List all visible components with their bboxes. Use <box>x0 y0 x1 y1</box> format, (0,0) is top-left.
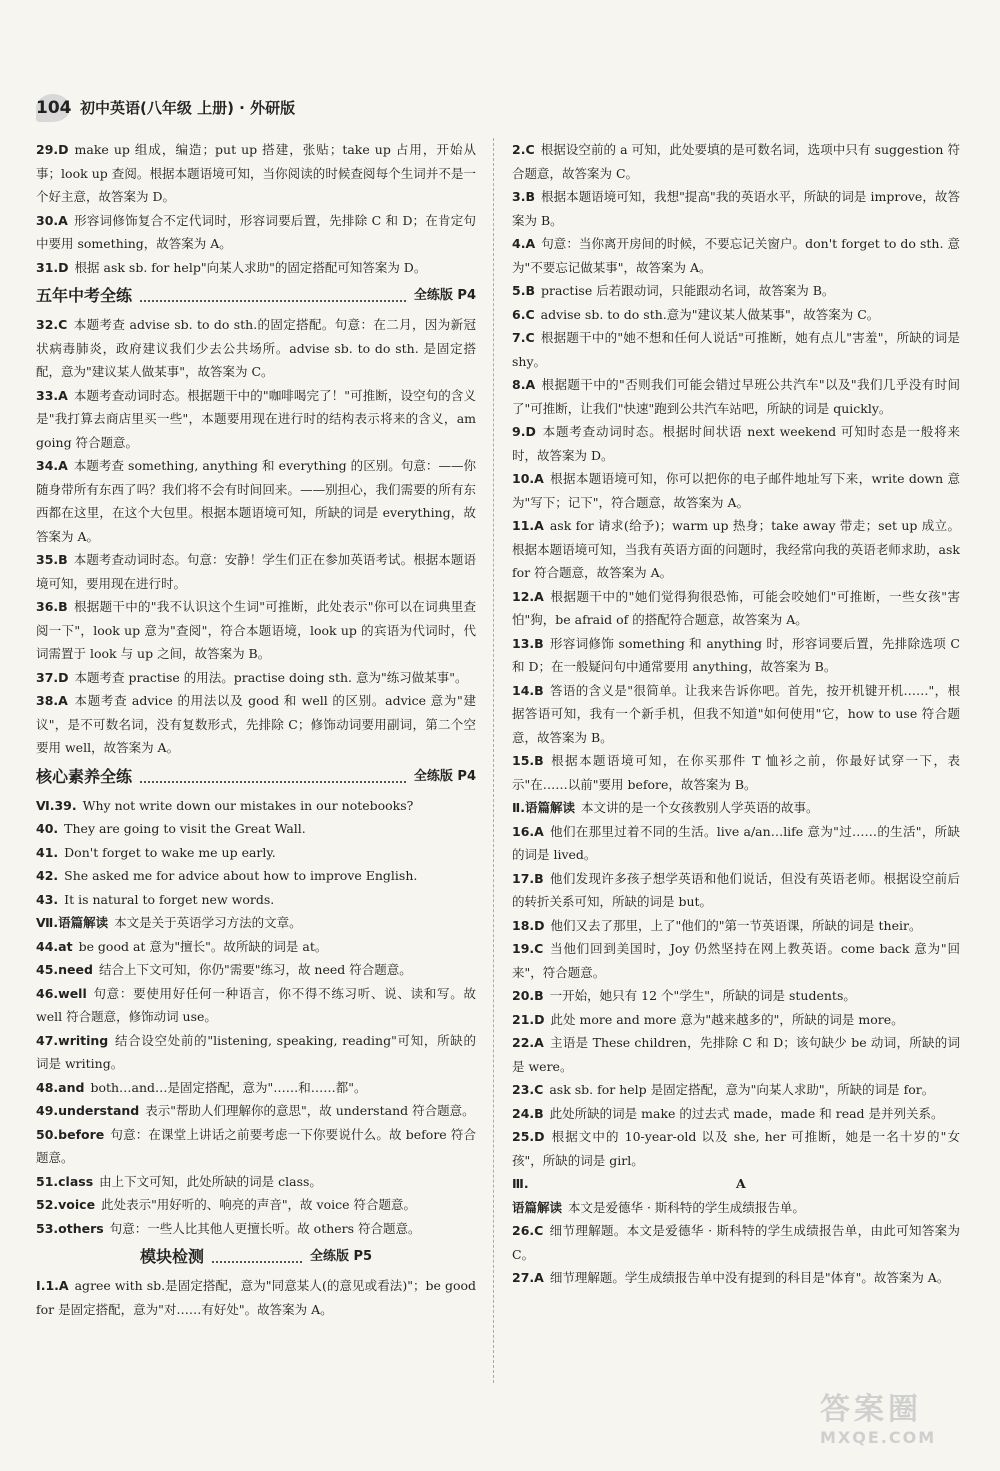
answer-item <box>512 420 960 467</box>
answer-item <box>512 679 960 750</box>
answer-number: 37.D <box>36 669 69 685</box>
answer-number: 6.C <box>512 306 535 322</box>
answer-item <box>512 1078 960 1102</box>
answer-item <box>36 313 476 384</box>
answer-item <box>36 1274 476 1321</box>
answer-item <box>512 1008 960 1032</box>
answer-explanation: 根据本题语境可知，我想"提高"我的英语水平，所缺的词是 improve，故答案为 B。 <box>512 189 960 228</box>
answer-number: 14.B <box>512 682 544 698</box>
section-page-ref: 全练版 P4 <box>413 288 476 304</box>
answer-explanation: 句意：一些人比其他人更擅长听。故 others 符合题意。 <box>109 1220 421 1236</box>
answer-number: 18.D <box>512 917 545 933</box>
answer-item <box>36 209 476 256</box>
answer-item <box>36 256 476 280</box>
answer-item <box>36 384 476 455</box>
watermark-line1: 答案圈 <box>820 1392 922 1427</box>
answer-number: 15.B <box>512 753 544 768</box>
answer-number: Ⅵ.39. <box>36 797 77 813</box>
answer-item <box>36 1123 476 1170</box>
section-heading <box>36 283 476 309</box>
dotted-leader <box>140 290 406 302</box>
answer-item <box>36 1193 476 1217</box>
answer-number: 45.need <box>36 962 93 977</box>
answer-number: 36.B <box>36 599 68 614</box>
answer-number: 21.D <box>512 1011 545 1027</box>
answer-explanation: 本题考查 advise sb. to do sth.的固定搭配。句意：在二月，因为新冠状病毒肺炎，政府建议我们少去公共场所。advise sb. to do sth. 是固定搭配，意为"建议某人做某事"，故答案为 C。 <box>36 317 476 379</box>
answer-explanation: 本文讲的是一个女孩教别人学英语的故事。 <box>580 800 819 815</box>
answer-item <box>512 232 960 279</box>
answer-explanation: 根据文中的 10-year-old 以及 she, her 可推断，她是一名十岁的"女孩"，所缺的词是 girl。 <box>512 1129 960 1168</box>
answer-explanation: 他们在那里过着不同的生活。live a/an…life 意为"过……的生活"，所缺的词是 lived。 <box>512 823 960 862</box>
answer-number: 12.A <box>512 588 544 604</box>
answer-item <box>36 958 476 982</box>
answer-explanation: 句意：要使用好任何一种语言，你不得不练习听、说、读和写。故 well 符合题意，修饰动词 use。 <box>36 985 476 1024</box>
part-number: Ⅲ. <box>512 1176 529 1191</box>
answer-item <box>36 595 476 666</box>
answer-item <box>512 138 960 185</box>
site-watermark <box>820 1392 980 1452</box>
answer-explanation: 根据 ask sb. for help"向某人求助"的固定搭配可知答案为 D。 <box>74 259 427 275</box>
answer-explanation: 根据设空前的 a 可知，此处要填的是可数名词，选项中只有 suggestion 符合题意，故答案为 C。 <box>512 142 960 181</box>
answer-item <box>512 185 960 232</box>
answer-number: 7.C <box>512 330 535 345</box>
answer-explanation: 句意：当你离开房间的时候，不要忘记关窗户。don't forget to do sth. 意为"不要忘记做某事"，故答案为 A。 <box>512 236 960 275</box>
section-page-ref: 全练版 P4 <box>413 768 476 784</box>
answer-explanation: 他们发现许多孩子想学英语和他们说话，但没有英语老师。根据设空前后的转折关系可知，所缺的词是 but。 <box>512 870 960 909</box>
answer-item <box>512 820 960 867</box>
section-heading <box>36 1244 476 1270</box>
answer-number: 35.B <box>36 552 68 567</box>
answer-explanation: 本文是关于英语学习方法的文章。 <box>114 915 302 930</box>
section-title: 核心素养全练 <box>36 766 133 786</box>
answer-number: 53.others <box>36 1220 104 1236</box>
answer-number: 17.B <box>512 870 544 886</box>
answer-number: 5.B <box>512 283 535 298</box>
section-page-ref: 全练版 P5 <box>309 1249 373 1265</box>
answer-item <box>36 548 476 595</box>
part-heading <box>512 1172 960 1196</box>
answer-explanation: 本题考查 practise 的用法。practise doing sth. 意为"练习做某事"。 <box>74 669 468 685</box>
answer-explanation: 根据本题语境可知，你可以把你的电子邮件地址写下来，write down 意为"写下；记下"，符合题意，故答案为 A。 <box>512 471 960 510</box>
answer-item <box>36 1099 476 1123</box>
answer-explanation: both…and…是固定搭配，意为"……和……都"。 <box>90 1079 367 1095</box>
answer-item <box>512 514 960 585</box>
answer-item <box>512 632 960 679</box>
answer-explanation: 结合设空处前的"listening, speaking, reading"可知，所缺的词是 writing。 <box>36 1032 476 1071</box>
answer-item <box>512 1196 960 1220</box>
answer-item <box>36 794 476 818</box>
book-title: 初中英语(八年级 上册) · 外研版 <box>80 99 296 117</box>
answer-number: 52.voice <box>36 1197 96 1212</box>
answer-number: 46.well <box>36 985 87 1001</box>
answer-item <box>512 914 960 938</box>
left-column <box>36 138 476 1321</box>
answer-item <box>512 1031 960 1078</box>
answer-explanation: 一开始，她只有 12 个"学生"，所缺的词是 students。 <box>549 988 856 1003</box>
answer-number: 40. <box>36 821 59 836</box>
answer-number: 33.A <box>36 387 68 403</box>
answer-explanation: 根据题干中的"她们觉得狗很恐怖，可能会咬她们"可推断，一些女孩"害怕"狗，be afraid of 的搭配符合题意，故答案为 A。 <box>512 588 960 627</box>
answer-explanation: 答语的含义是"很简单。让我来告诉你吧。首先，按开机键开机……"，根据答语可知，我有一个新手机，但我不知道"如何使用"它，how to use 符合题意，故答案为 B。 <box>512 682 960 745</box>
answer-explanation: 形容词修饰 something 和 anything 时，形容词要后置，先排除选项 C 和 D；在一般疑问句中通常要用 anything，故答案为 B。 <box>512 635 960 674</box>
answer-explanation: 本题考查 advice 的用法以及 good 和 well 的区别。advice 意为"建议"，是不可数名词，没有复数形式，先排除 C；修饰动词要用副词，第二个空要用 well，故答案为 A。 <box>36 693 476 755</box>
answer-item <box>512 303 960 327</box>
answer-number: 9.D <box>512 424 536 439</box>
answer-explanation: 细节理解题。学生成绩报告单中没有提到的科目是"体育"。故答案为 A。 <box>549 1270 950 1285</box>
answer-explanation: 根据题干中的"我不认识这个生词"可推断，此处表示"你可以在词典里查阅一下"，look up 意为"查阅"，符合本题语境，look up 的宾语为代词时，代词需置于 look 与 up 之间，故答案为 B。 <box>36 599 476 661</box>
answer-number: 16.A <box>512 823 544 839</box>
answer-item <box>512 867 960 914</box>
answer-number: 44.at <box>36 938 73 954</box>
answer-item <box>512 1266 960 1290</box>
answer-explanation: 根据题干中的"她不想和任何人说话"可推断，她有点儿"害羞"，所缺的词是 shy。 <box>512 330 960 369</box>
answer-explanation: 句意：在课堂上讲话之前要考虑一下你要说什么。故 before 符合题意。 <box>36 1126 476 1165</box>
answer-number: 31.D <box>36 259 69 275</box>
answer-explanation: 表示"帮助人们理解你的意思"，故 understand 符合题意。 <box>145 1103 475 1118</box>
answer-explanation: 根据本题语境可知，在你买那件 T 恤衫之前，你最好试穿一下，表示"在……以前"要用 before，故答案为 B。 <box>512 753 960 792</box>
answer-explanation: 此处所缺的词是 make 的过去式 made，made 和 read 是并列关系。 <box>549 1105 944 1121</box>
answer-item <box>36 1217 476 1241</box>
answer-explanation: 本文是爱德华 · 斯科特的学生成绩报告单。 <box>568 1199 805 1215</box>
answer-item <box>36 935 476 959</box>
answer-item <box>512 585 960 632</box>
answer-explanation: She asked me for advice about how to improve English. <box>64 868 418 883</box>
answer-number: 2.C <box>512 142 535 157</box>
answer-item <box>36 689 476 760</box>
answer-number: 38.A <box>36 693 68 708</box>
answer-number: Ⅰ.1.A <box>36 1278 69 1293</box>
answer-number: 26.C <box>512 1223 544 1238</box>
answer-number: 19.C <box>512 941 544 956</box>
answer-explanation: 本题考查动词时态。根据题干中的"咖啡喝完了！"可推断，设空句的含义是"我打算去商店里买一些"，本题要用现在进行时的结构表示将来的含义，am going 符合题意。 <box>36 387 476 450</box>
answer-number: 32.C <box>36 317 68 332</box>
answer-number: 10.A <box>512 471 544 486</box>
dotted-leader <box>212 1251 302 1263</box>
answer-item <box>512 326 960 373</box>
answer-item <box>512 279 960 303</box>
answer-number: 43. <box>36 891 59 907</box>
answer-explanation: 当他们回到美国时，Joy 仍然坚持在网上教英语。come back 意为"回来"，符合题意。 <box>512 941 960 980</box>
answer-number: 8.A <box>512 377 536 392</box>
answer-item <box>36 888 476 912</box>
answer-explanation: 由上下文可知，此处所缺的词是 class。 <box>99 1173 322 1189</box>
answer-explanation: agree with sb.是固定搭配，意为"同意某人(的意见或看法)"；be good for 是固定搭配，意为"对……有好处"。故答案为 A。 <box>36 1278 476 1317</box>
answer-number: 25.D <box>512 1129 545 1144</box>
answer-number: Ⅱ.语篇解读 <box>512 800 575 815</box>
page-header <box>36 92 966 126</box>
answer-explanation: 他们又去了那里，上了"他们的"第一节英语课，所缺的词是 their。 <box>550 917 922 933</box>
answer-number: 34.A <box>36 458 68 473</box>
answer-number: 13.B <box>512 635 544 651</box>
answer-number: 29.D <box>36 142 69 157</box>
answer-explanation: Why not write down our mistakes in our notebooks? <box>82 797 414 813</box>
answer-item <box>36 817 476 841</box>
answer-explanation: 此处表示"用好听的、响亮的声音"，故 voice 符合题意。 <box>101 1197 416 1212</box>
answer-explanation: advise sb. to do sth.意为"建议某人做某事"，故答案为 C。 <box>540 306 880 322</box>
answer-number: 23.C <box>512 1082 544 1097</box>
answer-item <box>36 666 476 690</box>
answer-item <box>36 1076 476 1100</box>
answer-explanation: 根据题干中的"否则我们可能会错过早班公共汽车"以及"我们几乎没有时间了"可推断，让我们"快速"跑到公共汽车站吧，所缺的词是 quickly。 <box>512 377 960 416</box>
answer-explanation: make up 组成，编造；put up 搭建，张贴；take up 占用，开始从事；look up 查阅。根据本题语境可知，当你阅读的时候查阅每个生词并不是一个好主意，故答案为 D。 <box>36 142 476 204</box>
answer-item <box>512 749 960 796</box>
answer-item <box>36 911 476 935</box>
answer-item <box>36 841 476 865</box>
answer-explanation: be good at 意为"擅长"。故所缺的词是 at。 <box>78 938 328 954</box>
answer-explanation: ask for 请求(给予)；warm up 热身；take away 带走；set up 成立。根据本题语境可知，当我有英语方面的问题时，我经常向我的英语老师求助，ask for 符合题意，故答案为 A。 <box>512 518 960 580</box>
answer-item <box>512 373 960 420</box>
answer-number: 30.A <box>36 212 68 228</box>
section-title: 模块检测 <box>139 1247 204 1267</box>
answer-item <box>512 467 960 514</box>
section-heading <box>36 764 476 790</box>
answer-number: 语篇解读 <box>512 1199 563 1215</box>
page-number: 104 <box>36 94 70 122</box>
answer-item <box>512 796 960 820</box>
answer-number: 20.B <box>512 988 544 1003</box>
answer-number: 49.understand <box>36 1103 140 1118</box>
answer-number: 48.and <box>36 1079 85 1095</box>
answer-explanation: 细节理解题。本文是爱德华 · 斯科特的学生成绩报告单，由此可知答案为 C。 <box>512 1223 960 1262</box>
answer-number: 11.A <box>512 518 544 533</box>
answer-item <box>512 937 960 984</box>
answer-explanation: 形容词修饰复合不定代词时，形容词要后置，先排除 C 和 D；在肯定句中要用 something，故答案为 A。 <box>36 212 476 251</box>
answer-number: 27.A <box>512 1270 544 1285</box>
answer-item <box>36 864 476 888</box>
answer-number: 41. <box>36 844 59 860</box>
answer-explanation: 本题考查动词时态。句意：安静！学生们正在参加英语考试。根据本题语境可知，要用现在进行时。 <box>36 552 476 591</box>
answer-number: 47.writing <box>36 1032 109 1048</box>
answer-explanation: 此处 more and more 意为"越来越多的"，所缺的词是 more。 <box>550 1011 904 1027</box>
answer-item <box>36 1029 476 1076</box>
answer-number: 24.B <box>512 1105 544 1121</box>
answer-item <box>512 1125 960 1172</box>
answer-number: 22.A <box>512 1035 544 1050</box>
answer-explanation: 主语是 These children，先排除 C 和 D；该句缺少 be 动词，所缺的词是 were。 <box>512 1035 960 1074</box>
answer-explanation: It is natural to forget new words. <box>64 891 275 907</box>
answer-number: 50.before <box>36 1126 105 1142</box>
answer-number: 51.class <box>36 1173 94 1189</box>
answer-item <box>512 984 960 1008</box>
answer-explanation: 本题考查 something, anything 和 everything 的区别。句意：——你随身带所有东西了吗？我们将不会有时间回来。——别担心，我们需要的所有东西都在这里，在这个大包里。根据本题语境可知，所缺的词是 everything，故答案为 A。 <box>36 458 476 544</box>
answer-explanation: 本题考查动词时态。根据时间状语 next weekend 可知时态是一般将来时，故答案为 D。 <box>512 424 960 463</box>
answer-item <box>36 138 476 209</box>
answer-explanation: They are going to visit the Great Wall. <box>64 821 306 836</box>
answer-explanation: Don't forget to wake me up early. <box>64 844 276 860</box>
answer-number: 42. <box>36 868 59 883</box>
answer-item <box>36 982 476 1029</box>
answer-number: 4.A <box>512 236 536 251</box>
answer-explanation: practise 后若跟动词，只能跟动名词，故答案为 B。 <box>540 283 835 298</box>
answer-item <box>512 1102 960 1126</box>
answer-explanation: 结合上下文可知，你仍"需要"练习，故 need 符合题意。 <box>98 962 412 977</box>
answer-explanation: ask sb. for help 是固定搭配，意为"向某人求助"，所缺的词是 for。 <box>549 1082 935 1097</box>
column-divider <box>493 138 494 1383</box>
watermark-line2: MXQE.COM <box>820 1428 937 1447</box>
answer-number: Ⅶ.语篇解读 <box>36 915 109 930</box>
passage-letter: A <box>736 1176 746 1191</box>
answer-item <box>36 1170 476 1194</box>
section-title: 五年中考全练 <box>36 286 133 306</box>
answer-item <box>512 1219 960 1266</box>
answer-number: 3.B <box>512 189 535 204</box>
dotted-leader <box>140 771 406 783</box>
answer-item <box>36 454 476 548</box>
right-column <box>512 138 960 1290</box>
